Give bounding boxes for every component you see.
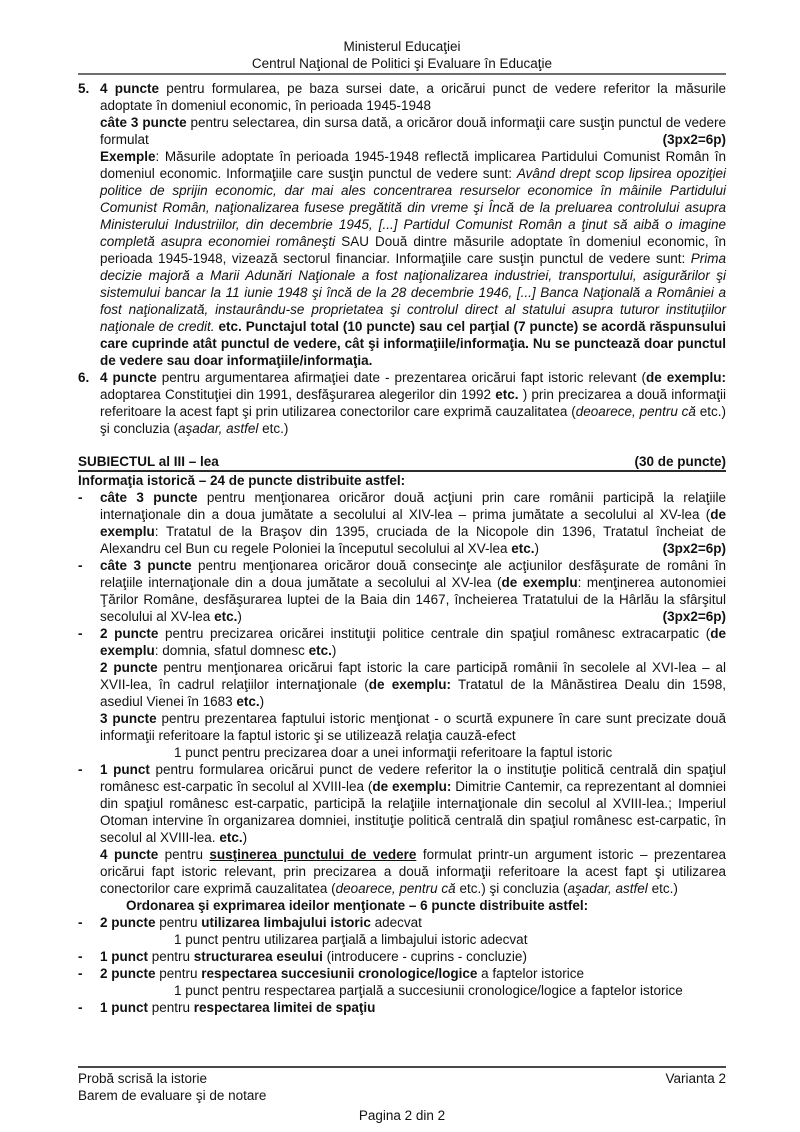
point-6-body bbox=[100, 369, 726, 437]
text-run: etc.) şi concluzia ( bbox=[455, 881, 568, 896]
subject-3-heading bbox=[78, 453, 726, 472]
bullet-institution-body bbox=[100, 625, 726, 761]
text-run: ) bbox=[237, 609, 242, 624]
header-ministry: Ministerul Educaţiei bbox=[343, 39, 461, 54]
ordering-heading bbox=[126, 897, 726, 914]
points-value: (3px2=6p) bbox=[662, 609, 726, 624]
text-run: 2 puncte bbox=[100, 966, 156, 981]
text-run: pentru formularea oricărui punct de vedere referitor la o instituţie politică centrală din spaţiul românesc est-carpatic în secolul al XVIII-lea ( bbox=[100, 762, 726, 794]
text-run: 1 punct pentru respectarea parţială a succesiunii cronologice/logice a faptelor istorice bbox=[174, 983, 683, 998]
header-divider bbox=[78, 73, 726, 75]
text-run: ) bbox=[331, 643, 337, 658]
bullet-space-limit-text bbox=[100, 999, 726, 1016]
text-run: pentru precizarea oricărei instituţii politice centrale din spaţiul românesc extracarpatic ( bbox=[158, 626, 711, 641]
text-run: etc.) şi concluzia ( bbox=[100, 404, 726, 436]
text-run: Ordonarea şi exprimarea ideilor menţionate – 6 puncte distribuite astfel: bbox=[126, 898, 589, 913]
bullet-consequences bbox=[78, 557, 726, 625]
text-run: de exemplu: bbox=[372, 779, 452, 794]
text-run: etc. bbox=[236, 694, 260, 709]
bullet-dash: - bbox=[78, 966, 83, 981]
text-run: 4 puncte bbox=[100, 847, 159, 862]
text-run: etc. bbox=[219, 830, 243, 845]
text-run: pentru menţionarea oricăror două acţiuni prin care românii participă la relaţiile internaţionale din a doua jumătate a secolului al XIV-lea – prima jumătate a secolului al XV-lea ( bbox=[100, 490, 726, 522]
bullet-structure bbox=[78, 948, 726, 965]
bullet-chronology bbox=[78, 965, 726, 982]
text-run: pentru formularea, pe baza sursei date, a oricărui punct de vedere referitor la măsurile adoptate în domeniul economic, în perioada 1945-1948 bbox=[100, 81, 726, 113]
bullet-point-of-view bbox=[78, 761, 726, 897]
point-5-body bbox=[100, 80, 726, 369]
bullet-dash: - bbox=[78, 915, 83, 930]
bullet-actions-text bbox=[100, 489, 726, 557]
subject-3-subtitle: Informaţia istorică – 24 de puncte distribuite astfel: bbox=[78, 473, 406, 488]
text-run: pentru bbox=[148, 949, 194, 964]
bullet-dash: - bbox=[78, 490, 83, 505]
text-run: ) prin precizarea a două informaţii referitoare la acest fapt şi prin utilizarea conectorilor care exprimă cauzalitatea ( bbox=[100, 387, 726, 419]
text-run: pentru selectarea, din sursa dată, a oricăror două informaţii care susţin punctul de vedere formulat bbox=[100, 115, 726, 147]
text-run: de exemplu bbox=[100, 626, 726, 658]
text-run: etc. bbox=[495, 387, 519, 402]
bullet-space-limit bbox=[78, 999, 726, 1016]
text-run: 1 punct bbox=[100, 1000, 149, 1015]
point-5-examples bbox=[100, 148, 726, 369]
text-run: ) bbox=[242, 830, 248, 845]
text-run: etc. bbox=[308, 643, 332, 658]
text-run: 1 punct pentru utilizarea parţială a limbajului istoric adecvat bbox=[174, 932, 528, 947]
point-6-criterion bbox=[100, 369, 726, 437]
point-6 bbox=[78, 369, 726, 437]
text-run: 4 puncte bbox=[100, 370, 157, 385]
text-run: etc. bbox=[214, 609, 238, 624]
text-run: pentru bbox=[158, 847, 210, 862]
text-run: utilizarea limbajului istoric bbox=[201, 915, 371, 930]
footer-document-type: Barem de evaluare şi de notare bbox=[78, 1088, 267, 1103]
text-run: pentru argumentarea afirmaţiei date - prezentarea oricărui fapt istoric relevant ( bbox=[156, 370, 646, 385]
bullet-actions bbox=[78, 489, 726, 557]
scoring-note: etc. Punctajul total (10 puncte) sau cel parţial (7 puncte) se acordă răspunsului care cuprinde atât punctul de vedere, cât şi informaţiile/informaţia. Nu se punctează doar punctul de vedere sau doar informaţiile/informaţia. bbox=[100, 319, 726, 368]
subject-3-title: SUBIECTUL al III – lea bbox=[78, 454, 219, 469]
text-run: : menţinerea autonomiei Ţărilor Române, desfăşurarea luptei de la Baia din 1467, încheierea Tratatului de la Hârlău la sfârşitul secolului al XV-lea bbox=[100, 575, 726, 624]
text-run: aşadar, astfel bbox=[567, 881, 648, 896]
text-run: 2 puncte bbox=[100, 915, 156, 930]
quoted-source-text: Prima decizie majoră a Marii Adunări Naţionale a fost naţionalizarea industriei, transportului, asigurărilor şi sistemului bancar la 11 iunie 1948 şi încă de la 28 decembrie 1946, [...] Banca Naţională a României a fost naţionalizată, instaurându-se proprietatea şi controlul direct al statului asupra tuturor instituţiilor naţionale de credit. bbox=[100, 251, 726, 334]
footer-page-number: Pagina 2 din 2 bbox=[358, 1108, 446, 1123]
text-run: : domnia, sfatul domnesc bbox=[154, 643, 309, 658]
bullet-language-text bbox=[100, 914, 726, 931]
text-run: de exemplu bbox=[501, 575, 578, 590]
text-run: de exemplu bbox=[100, 507, 726, 539]
text-run: etc. bbox=[511, 541, 535, 556]
bullet-dash: - bbox=[78, 762, 83, 777]
text-run: etc.) bbox=[258, 421, 289, 436]
text-run: pentru prezentarea faptului istoric menţionat - o scurtă expunere în care sunt precizate două informaţii referitoare la faptul istoric şi se utilizează relaţia cauză-efect bbox=[100, 711, 726, 743]
header-center-name: Centrul Naţional de Politici şi Evaluare în Educaţie bbox=[251, 56, 553, 71]
text-run: de exemplu: bbox=[646, 370, 727, 385]
text-run: 2 puncte bbox=[100, 660, 158, 675]
text-run: câte 3 puncte bbox=[100, 558, 192, 573]
text-run: deoarece, pentru că bbox=[575, 404, 696, 419]
bullet-institution bbox=[78, 625, 726, 761]
bullet-consequences-text bbox=[100, 557, 726, 625]
text-run: câte 3 puncte bbox=[100, 490, 198, 505]
underlined-phrase: susţinerea punctului de vedere bbox=[209, 847, 417, 862]
footer-info-row bbox=[78, 1070, 726, 1104]
footer-exam-type: Probă scrisă la istorie bbox=[78, 1071, 208, 1086]
text-run: ) bbox=[534, 541, 540, 556]
footer-left-block bbox=[78, 1070, 266, 1104]
text-run: Exemple bbox=[100, 149, 156, 164]
page-footer bbox=[78, 1066, 726, 1124]
text-run: pentru bbox=[155, 915, 202, 930]
text-run: câte 3 puncte bbox=[100, 115, 187, 130]
point-5 bbox=[78, 80, 726, 369]
text-run: Tratatul de la Mânăstirea Dealu din 1598, asediul Vienei în 1683 bbox=[100, 677, 727, 709]
text-run: 1 punct bbox=[100, 949, 149, 964]
text-run: pentru bbox=[148, 1000, 194, 1015]
bullet-point-of-view-body bbox=[100, 761, 726, 897]
text-run: 1 punct pentru precizarea doar a unei informaţii referitoare la faptul istoric bbox=[174, 745, 613, 760]
bullet-institution-text bbox=[100, 625, 726, 659]
bullet-dash: - bbox=[78, 558, 83, 573]
bullet-dash: - bbox=[78, 1000, 83, 1015]
text-run: pentru menţionarea oricărui fapt istoric la care participă românii în secolele al XVI-lea – al XVII-lea, în cadrul relaţiilor internaţionale ( bbox=[100, 660, 727, 692]
text-run: aşadar, astfel bbox=[178, 421, 259, 436]
point-5-number: 5. bbox=[78, 81, 90, 96]
text-run: de exemplu: bbox=[368, 677, 452, 692]
text-run: etc.) bbox=[647, 881, 678, 896]
bullet-structure-text bbox=[100, 948, 726, 965]
text-run: deoarece, pentru că bbox=[335, 881, 456, 896]
bullet-language bbox=[78, 914, 726, 931]
fact-mention-text bbox=[100, 659, 726, 710]
footer-variant: Varianta 2 bbox=[665, 1071, 726, 1086]
text-run: : Tratatul de la Braşov din 1395, cruciada de la Nicopole din 1396, Tratatul încheiat de Alexandru cel Bun cu regele Poloniei la începutul secolului al XV-lea bbox=[100, 524, 726, 556]
text-run: 1 punct bbox=[100, 762, 150, 777]
text-run: pentru menţionarea oricăror două consecinţe ale acţiunilor desfăşurate de români în relaţiile internaţionale din a doua jumătate a secolului al XV-lea ( bbox=[100, 558, 727, 590]
points-value: (3px2=6p) bbox=[662, 541, 726, 556]
text-run: Dimitrie Cantemir, ca reprezentant al domniei din spaţiul românesc est-carpatic, participă la relaţiile internaţionale din secolul al XVIII-lea.; Imperiul Otoman intervine în organizarea domniei, instituţie politică centrală din spaţiul românesc est-carpatic, în secolul al XVIII-lea. bbox=[100, 779, 726, 845]
fact-presentation-text bbox=[100, 710, 726, 744]
text-run: respectarea succesiunii cronologice/logice bbox=[201, 966, 478, 981]
text-run: (introducere - cuprins - concluzie) bbox=[322, 949, 527, 964]
bullet-dash: - bbox=[78, 949, 83, 964]
text-run: structurarea eseului bbox=[193, 949, 323, 964]
quoted-source-text: Având drept scop lipsirea opoziţiei politice de sprijin economic, dar mai ales concentrarea resurselor economice în mâinile Partidului Comunist Român, naţionalizarea fusese pregătită din vreme şi Încă de la preluarea controlului asupra Ministerului Industriilor, din decembrie 1945, [...] Partidul Comunist Român a ţinut să aibă o imagine completă asupra economiei româneşti bbox=[100, 166, 727, 249]
text-run: 4 puncte bbox=[100, 81, 159, 96]
text-run: respectarea limitei de spaţiu bbox=[193, 1000, 376, 1015]
text-run: pentru bbox=[155, 966, 202, 981]
text-run: ) bbox=[259, 694, 265, 709]
partial-language-note bbox=[174, 931, 726, 948]
text-run: SAU Două dintre măsurile adoptate în domeniul economic, în perioada 1945-1948, vizează sectorul financiar. Informaţiile care susţin punctul de vedere sunt: bbox=[100, 234, 727, 266]
text-run: 2 puncte bbox=[100, 626, 159, 641]
points-value: (3px2=6p) bbox=[662, 132, 726, 147]
partial-chronology-note bbox=[174, 982, 726, 999]
text-run: formulat printr-un argument istoric – prezentarea oricărui fapt istoric relevant, prin precizarea a două informaţii referitoare la acest fapt şi utilizarea conectorilor care exprimă cauzalitatea ( bbox=[100, 847, 726, 896]
point-5-subcriterion bbox=[100, 114, 726, 148]
argument-support-text bbox=[100, 846, 726, 897]
text-run: a faptelor istorice bbox=[477, 966, 584, 981]
text-run: adecvat bbox=[370, 915, 422, 930]
subject-3-points: (30 de puncte) bbox=[634, 454, 726, 469]
point-6-number: 6. bbox=[78, 370, 90, 385]
text-run: adoptarea Constituţiei din 1991, desfăşurarea alegerilor din 1992 bbox=[100, 387, 496, 402]
bullet-chronology-text bbox=[100, 965, 726, 982]
bullet-dash: - bbox=[78, 626, 83, 641]
point-5-criterion bbox=[100, 80, 726, 114]
partial-score-note bbox=[174, 744, 726, 761]
scoring-list bbox=[78, 80, 726, 437]
text-run: : Măsurile adoptate în perioada 1945-1948 reflectă implicarea Partidului Comunist Român în domeniul economic. Informaţiile care susţin punctul de vedere sunt: bbox=[100, 149, 726, 181]
text-run: 3 puncte bbox=[100, 711, 157, 726]
point-of-view-text bbox=[100, 761, 726, 846]
